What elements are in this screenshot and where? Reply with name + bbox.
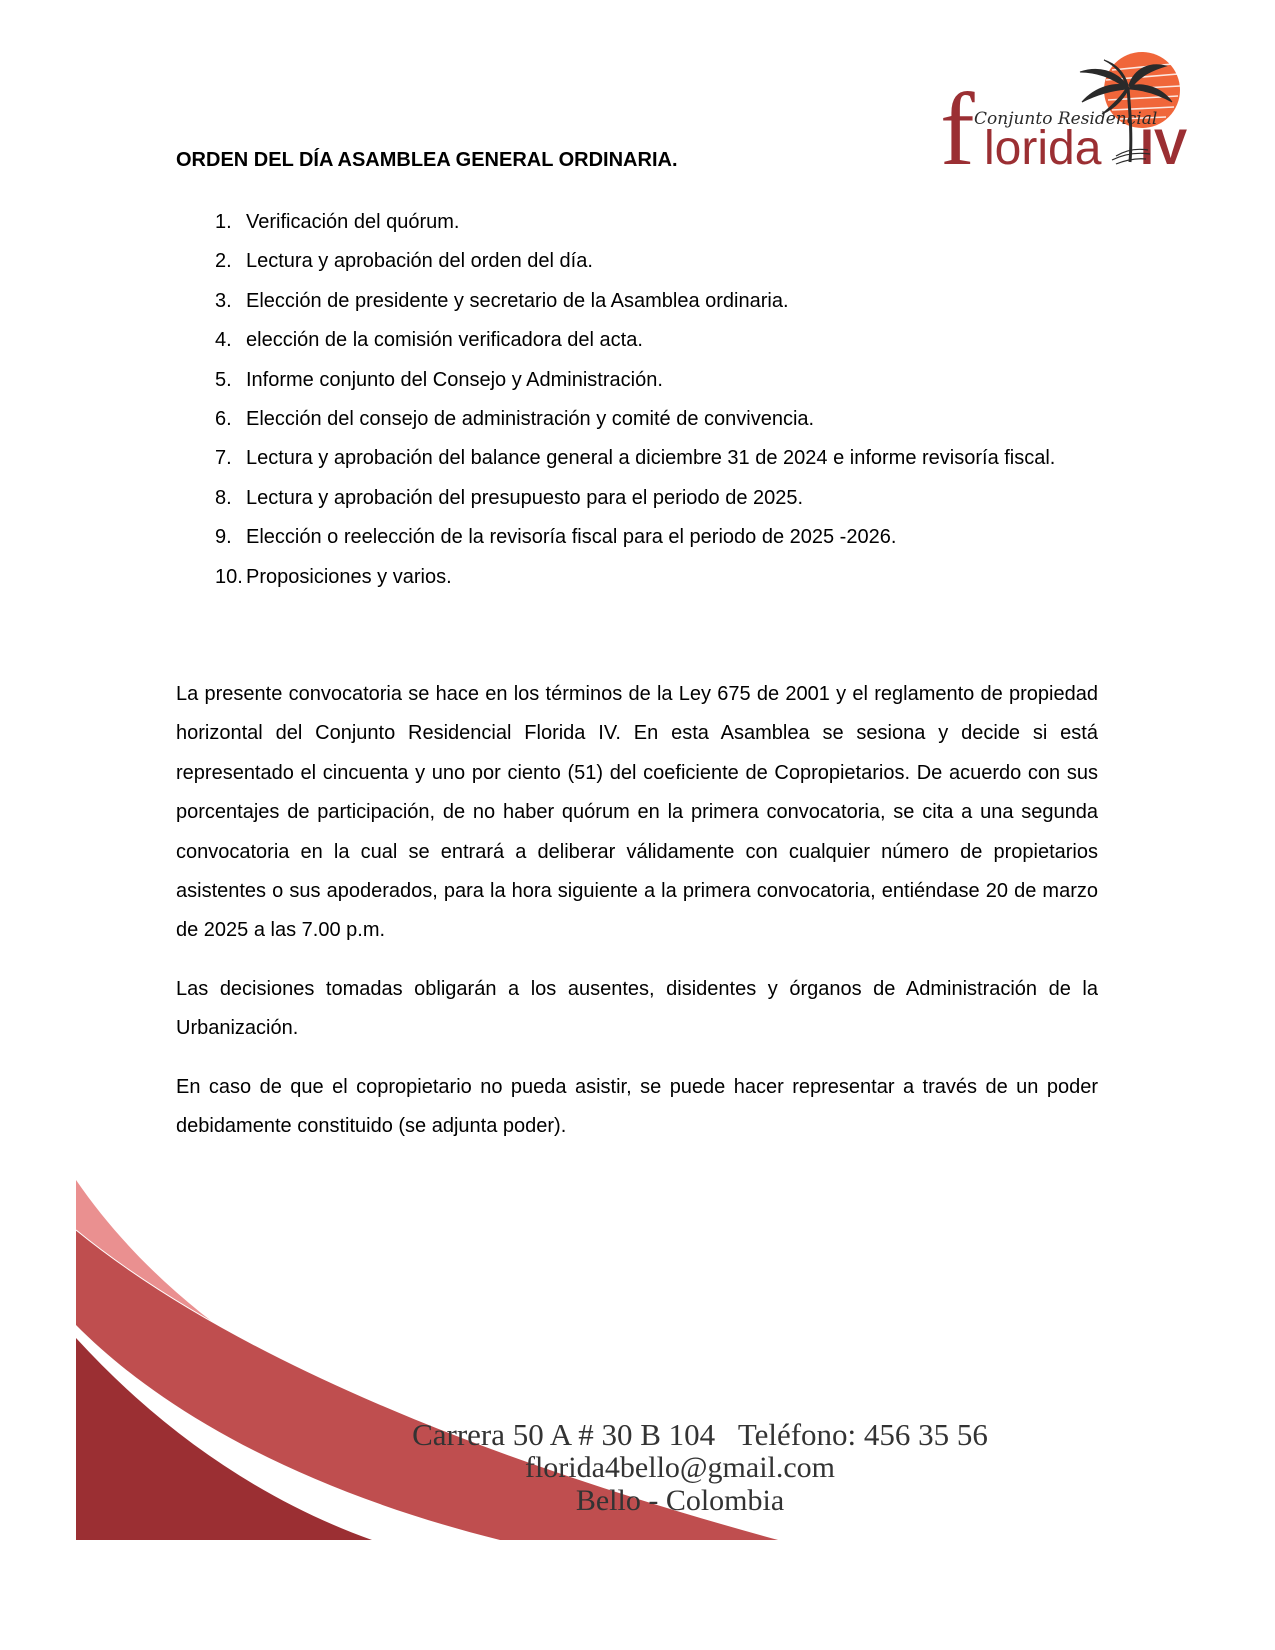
footer-contact (360, 1418, 1040, 1517)
agenda-item (176, 518, 1101, 557)
agenda-item (176, 558, 1101, 597)
decisions-paragraph: Las decisiones tomadas obligarán a los ausentes, disidentes y órganos de Administración de la Urbanización. (176, 978, 1098, 1040)
agenda-item-number: 6. (215, 408, 232, 431)
agenda-item (176, 439, 1101, 478)
agenda-item-text: Informe conjunto del Consejo y Administración. (246, 368, 663, 391)
logo-numeral: IV (1140, 119, 1188, 175)
agenda-item-text: Lectura y aprobación del balance general a diciembre 31 de 2024 e informe revisoría fiscal. (246, 447, 1056, 470)
agenda-item-text: Lectura y aprobación del presupuesto para el periodo de 2025. (246, 486, 804, 509)
convocation-paragraph: La presente convocatoria se hace en los términos de la Ley 675 de 2001 y el reglamento de propiedad horizontal del Conjunto Residencial Florida IV. En esta Asamblea se sesiona y decide si está representado el cincuenta y uno por ciento (51) del coeficiente de Copropietarios. De acuerdo con sus porcentajes de participación, de no haber quórum en la primera convocatoria, se cita a una segunda convocatoria en la cual se entrará a deliberar válidamente con cualquier número de propietarios asistentes o sus apoderados, para la hora siguiente a la primera convocatoria, entiéndase 20 de marzo de 2025 a las 7.00 p.m. (176, 683, 1098, 942)
agenda-item-text: Elección de presidente y secretario de la Asamblea ordinaria. (246, 289, 789, 312)
footer-address-phone: Carrera 50 A # 30 B 104 Teléfono: 456 35 56 (412, 1417, 988, 1452)
agenda-item (176, 479, 1101, 518)
agenda-list (176, 203, 1101, 597)
agenda-item (176, 242, 1101, 281)
agenda-item-text: elección de la comisión verificadora del acta. (246, 329, 643, 352)
logo-subtitle: Conjunto Residencial (974, 109, 1158, 129)
agenda-item-number: 2. (215, 250, 232, 273)
footer-email: florida4bello@gmail.com (524, 1451, 836, 1484)
footer-city: Bello - Colombia (575, 1484, 785, 1517)
florida-iv-logo (940, 52, 1210, 182)
agenda-item-text: Lectura y aprobación del orden del día. (246, 250, 593, 273)
agenda-item (176, 321, 1101, 360)
agenda-item-number: 7. (215, 447, 232, 470)
agenda-item (176, 282, 1101, 321)
agenda-item (176, 203, 1101, 242)
agenda-item-text: Elección o reelección de la revisoría fiscal para el periodo de 2025 -2026. (246, 526, 897, 549)
agenda-item-number: 5. (215, 368, 232, 391)
agenda-item-text: Verificación del quórum. (246, 211, 460, 233)
agenda-item-number: 1. (215, 211, 232, 233)
agenda-item (176, 361, 1101, 400)
agenda-item (176, 400, 1101, 439)
logo-f: f (940, 72, 975, 182)
agenda-item-number: 8. (215, 486, 232, 509)
agenda-item-number: 4. (215, 329, 232, 352)
agenda-item-number: 10. (215, 565, 243, 588)
logo-name: lorida (984, 122, 1102, 175)
agenda-item-text: Elección del consejo de administración y comité de convivencia. (246, 408, 815, 431)
agenda-item-number: 3. (215, 289, 232, 312)
agenda-item-text: Proposiciones y varios. (246, 565, 452, 588)
proxy-paragraph: En caso de que el copropietario no pueda asistir, se puede hacer representar a través de un poder debidamente constituido (se adjunta poder). (176, 1076, 1098, 1138)
agenda-item-number: 9. (215, 526, 232, 549)
document-title: ORDEN DEL DÍA ASAMBLEA GENERAL ORDINARIA. (176, 149, 678, 171)
